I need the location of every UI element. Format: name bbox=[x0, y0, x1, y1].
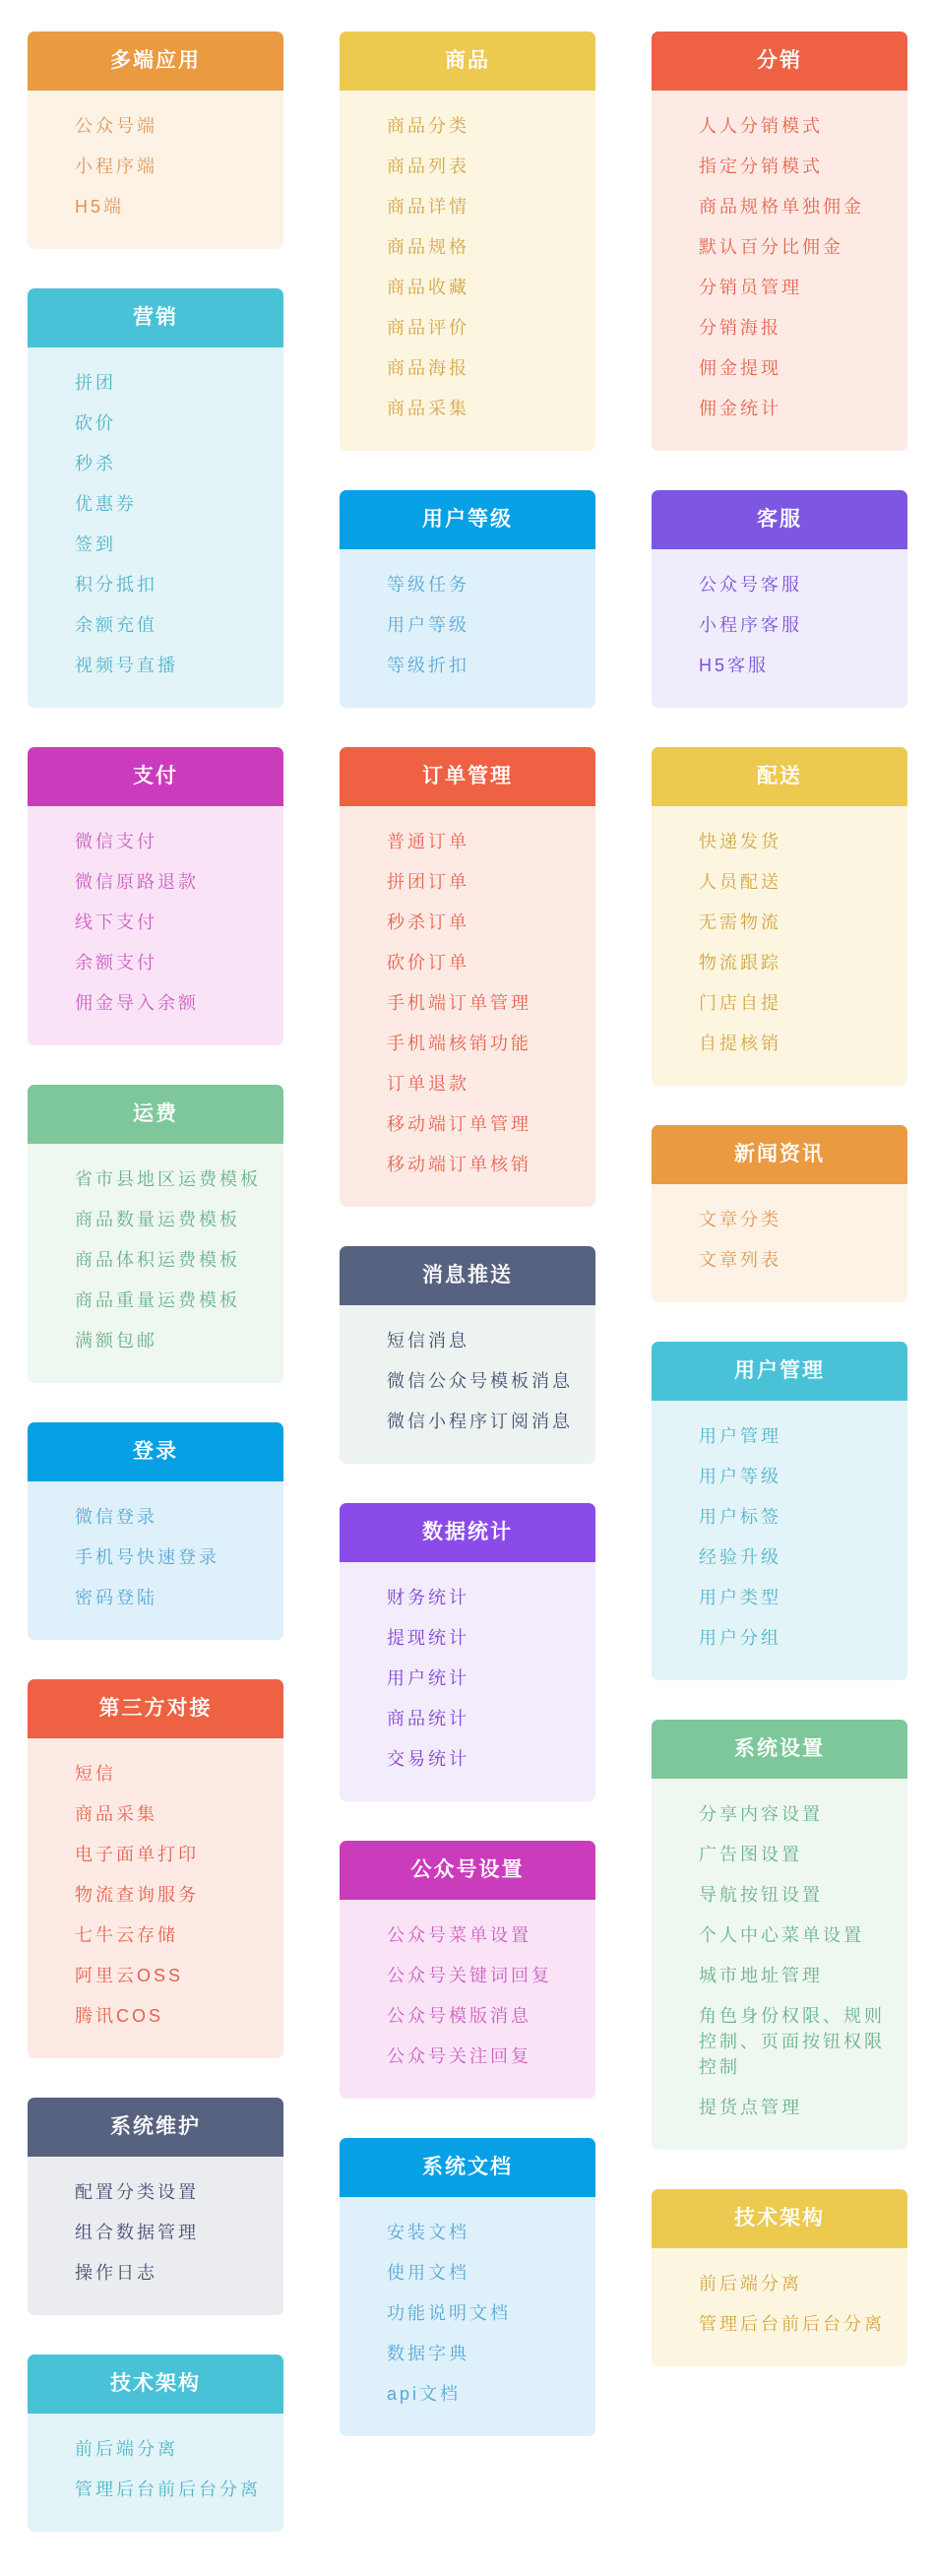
feature-item: 快递发货 bbox=[699, 832, 781, 851]
card-title: 多端应用 bbox=[28, 31, 283, 91]
feature-item: 人员配送 bbox=[699, 872, 781, 892]
feature-item: 秒杀订单 bbox=[387, 912, 469, 932]
card-title: 系统文档 bbox=[340, 2138, 595, 2197]
feature-item: 公众号端 bbox=[75, 116, 157, 136]
feature-item: 人人分销模式 bbox=[699, 116, 823, 136]
feature-item: 七牛云存储 bbox=[75, 1925, 178, 1945]
feature-item: 功能说明文档 bbox=[387, 2303, 511, 2323]
feature-card bbox=[28, 747, 283, 1045]
feature-item: 商品评价 bbox=[387, 318, 469, 338]
feature-item: 角色身份权限、规则控制、页面按钮权限控制 bbox=[699, 2006, 885, 2077]
feature-item: 余额支付 bbox=[75, 953, 157, 973]
feature-item: 微信登录 bbox=[75, 1507, 157, 1527]
feature-item: 优惠券 bbox=[75, 494, 137, 514]
card-title: 系统维护 bbox=[28, 2098, 283, 2157]
feature-item: 商品规格 bbox=[387, 237, 469, 257]
card-title: 分销 bbox=[652, 31, 907, 91]
feature-item: 默认百分比佣金 bbox=[699, 237, 843, 257]
feature-item: 小程序端 bbox=[75, 157, 157, 176]
feature-item: 文章列表 bbox=[699, 1250, 781, 1270]
feature-item: 前后端分离 bbox=[75, 2439, 178, 2459]
card-title: 订单管理 bbox=[340, 747, 595, 806]
feature-card bbox=[652, 1125, 907, 1302]
card-item-list bbox=[340, 549, 595, 708]
feature-item: 微信原路退款 bbox=[75, 872, 199, 892]
feature-item: 手机号快速登录 bbox=[75, 1547, 219, 1567]
card-item-list bbox=[340, 91, 595, 451]
feature-item: 短信 bbox=[75, 1764, 116, 1784]
feature-item: 佣金导入余额 bbox=[75, 993, 199, 1013]
card-item-list bbox=[28, 806, 283, 1045]
feature-item: 线下支付 bbox=[75, 912, 157, 932]
card-item-list bbox=[652, 91, 907, 451]
feature-item: 数据字典 bbox=[387, 2344, 469, 2363]
feature-item: 商品分类 bbox=[387, 116, 469, 136]
feature-item: 门店自提 bbox=[699, 993, 781, 1013]
feature-item: 前后端分离 bbox=[699, 2274, 802, 2293]
feature-item: 使用文档 bbox=[387, 2263, 469, 2283]
feature-card bbox=[340, 1246, 595, 1464]
feature-item: 商品详情 bbox=[387, 197, 469, 217]
feature-card bbox=[28, 2098, 283, 2315]
card-item-list bbox=[28, 1144, 283, 1383]
feature-item: H5端 bbox=[75, 197, 125, 217]
feature-item: 用户管理 bbox=[699, 1426, 781, 1446]
feature-item: H5客服 bbox=[699, 656, 770, 675]
feature-item: 微信支付 bbox=[75, 832, 157, 851]
feature-item: 操作日志 bbox=[75, 2263, 157, 2283]
card-title: 数据统计 bbox=[340, 1503, 595, 1562]
feature-card bbox=[340, 747, 595, 1207]
feature-item: 用户统计 bbox=[387, 1668, 469, 1688]
feature-item: 个人中心菜单设置 bbox=[699, 1925, 864, 1945]
feature-card bbox=[652, 747, 907, 1086]
feature-item: 管理后台前后台分离 bbox=[699, 2314, 885, 2334]
feature-column bbox=[652, 31, 907, 2366]
feature-item: 拼团订单 bbox=[387, 872, 469, 892]
feature-item: 阿里云OSS bbox=[75, 1966, 184, 1985]
feature-item: 分享内容设置 bbox=[699, 1804, 823, 1824]
feature-item: 佣金提现 bbox=[699, 358, 781, 378]
feature-item: 手机端订单管理 bbox=[387, 993, 531, 1013]
feature-item: 普通订单 bbox=[387, 832, 469, 851]
feature-card bbox=[28, 1422, 283, 1640]
feature-item: 商品统计 bbox=[387, 1709, 469, 1728]
feature-item: 拼团 bbox=[75, 373, 116, 393]
card-title: 商品 bbox=[340, 31, 595, 91]
feature-item: 商品收藏 bbox=[387, 278, 469, 297]
card-item-list bbox=[28, 91, 283, 249]
feature-card bbox=[28, 1085, 283, 1383]
card-title: 新闻资讯 bbox=[652, 1125, 907, 1184]
card-item-list bbox=[652, 2248, 907, 2366]
feature-item: 公众号关注回复 bbox=[387, 2046, 531, 2066]
feature-card bbox=[652, 2189, 907, 2366]
feature-item: 公众号客服 bbox=[699, 575, 802, 595]
card-title: 技术架构 bbox=[652, 2189, 907, 2248]
feature-item: 商品海报 bbox=[387, 358, 469, 378]
card-item-list bbox=[652, 1401, 907, 1680]
feature-item: 公众号菜单设置 bbox=[387, 1925, 531, 1945]
card-title: 客服 bbox=[652, 490, 907, 549]
feature-item: 公众号关键词回复 bbox=[387, 1966, 552, 1985]
feature-item: 商品采集 bbox=[387, 399, 469, 418]
feature-item: api文档 bbox=[387, 2384, 462, 2404]
feature-item: 交易统计 bbox=[387, 1749, 469, 1769]
feature-card bbox=[652, 1342, 907, 1680]
feature-item: 等级任务 bbox=[387, 575, 469, 595]
card-title: 用户管理 bbox=[652, 1342, 907, 1401]
feature-card bbox=[28, 31, 283, 249]
feature-item: 用户等级 bbox=[387, 615, 469, 635]
feature-item: 商品体积运费模板 bbox=[75, 1250, 240, 1270]
card-item-list bbox=[340, 2197, 595, 2436]
feature-item: 经验升级 bbox=[699, 1547, 781, 1567]
feature-item: 腾讯COS bbox=[75, 2006, 164, 2026]
feature-item: 管理后台前后台分离 bbox=[75, 2480, 261, 2499]
card-title: 运费 bbox=[28, 1085, 283, 1144]
card-title: 系统设置 bbox=[652, 1720, 907, 1779]
feature-item: 用户类型 bbox=[699, 1588, 781, 1607]
card-item-list bbox=[340, 1900, 595, 2099]
feature-item: 用户标签 bbox=[699, 1507, 781, 1527]
card-title: 第三方对接 bbox=[28, 1679, 283, 1738]
card-item-list bbox=[28, 1481, 283, 1640]
card-item-list bbox=[28, 347, 283, 708]
feature-item: 商品重量运费模板 bbox=[75, 1290, 240, 1310]
card-item-list bbox=[28, 2414, 283, 2532]
feature-card bbox=[652, 490, 907, 708]
feature-item: 用户等级 bbox=[699, 1467, 781, 1486]
feature-item: 订单退款 bbox=[387, 1074, 469, 1094]
card-item-list bbox=[652, 549, 907, 708]
feature-column bbox=[28, 31, 283, 2532]
card-item-list bbox=[652, 1779, 907, 2150]
feature-item: 省市县地区运费模板 bbox=[75, 1169, 261, 1189]
feature-card bbox=[340, 1841, 595, 2099]
feature-item: 佣金统计 bbox=[699, 399, 781, 418]
card-item-list bbox=[340, 806, 595, 1207]
feature-item: 移动端订单管理 bbox=[387, 1114, 531, 1134]
feature-item: 电子面单打印 bbox=[75, 1845, 199, 1864]
feature-item: 小程序客服 bbox=[699, 615, 802, 635]
feature-card bbox=[28, 1679, 283, 2058]
feature-card bbox=[652, 1720, 907, 2150]
feature-item: 秒杀 bbox=[75, 454, 116, 473]
feature-item: 满额包邮 bbox=[75, 1331, 157, 1351]
feature-card bbox=[652, 31, 907, 451]
card-title: 消息推送 bbox=[340, 1246, 595, 1305]
feature-item: 公众号模版消息 bbox=[387, 2006, 531, 2026]
feature-item: 积分抵扣 bbox=[75, 575, 157, 595]
feature-item: 财务统计 bbox=[387, 1588, 469, 1607]
card-title: 公众号设置 bbox=[340, 1841, 595, 1900]
feature-item: 签到 bbox=[75, 534, 116, 554]
card-title: 营销 bbox=[28, 288, 283, 347]
card-title: 技术架构 bbox=[28, 2355, 283, 2414]
feature-item: 物流跟踪 bbox=[699, 953, 781, 973]
feature-item: 短信消息 bbox=[387, 1331, 469, 1351]
feature-item: 自提核销 bbox=[699, 1034, 781, 1053]
feature-item: 商品采集 bbox=[75, 1804, 157, 1824]
feature-item: 分销海报 bbox=[699, 318, 781, 338]
feature-card bbox=[340, 2138, 595, 2436]
feature-item: 余额充值 bbox=[75, 615, 157, 635]
feature-item: 用户分组 bbox=[699, 1628, 781, 1648]
feature-item: 城市地址管理 bbox=[699, 1966, 823, 1985]
feature-item: 砍价 bbox=[75, 413, 116, 433]
card-title: 登录 bbox=[28, 1422, 283, 1481]
feature-item: 无需物流 bbox=[699, 912, 781, 932]
feature-item: 配置分类设置 bbox=[75, 2182, 199, 2202]
feature-column bbox=[340, 31, 595, 2436]
card-title: 用户等级 bbox=[340, 490, 595, 549]
feature-item: 商品规格单独佣金 bbox=[699, 197, 864, 217]
card-item-list bbox=[652, 1184, 907, 1302]
feature-card bbox=[28, 2355, 283, 2532]
feature-item: 文章分类 bbox=[699, 1210, 781, 1229]
feature-card bbox=[28, 288, 283, 708]
feature-item: 商品列表 bbox=[387, 157, 469, 176]
card-item-list bbox=[340, 1305, 595, 1464]
feature-item: 广告图设置 bbox=[699, 1845, 802, 1864]
feature-item: 微信小程序订阅消息 bbox=[387, 1412, 573, 1431]
feature-item: 密码登陆 bbox=[75, 1588, 157, 1607]
feature-item: 提货点管理 bbox=[699, 2098, 802, 2117]
card-item-list bbox=[28, 2157, 283, 2315]
feature-item: 组合数据管理 bbox=[75, 2223, 199, 2242]
feature-item: 安装文档 bbox=[387, 2223, 469, 2242]
card-item-list bbox=[652, 806, 907, 1086]
feature-item: 物流查询服务 bbox=[75, 1885, 199, 1905]
feature-item: 移动端订单核销 bbox=[387, 1155, 531, 1174]
feature-item: 分销员管理 bbox=[699, 278, 802, 297]
card-title: 支付 bbox=[28, 747, 283, 806]
card-item-list bbox=[340, 1562, 595, 1801]
card-item-list bbox=[28, 1738, 283, 2058]
card-title: 配送 bbox=[652, 747, 907, 806]
feature-item: 等级折扣 bbox=[387, 656, 469, 675]
feature-item: 导航按钮设置 bbox=[699, 1885, 823, 1905]
feature-item: 商品数量运费模板 bbox=[75, 1210, 240, 1229]
feature-item: 微信公众号模板消息 bbox=[387, 1371, 573, 1391]
feature-item: 指定分销模式 bbox=[699, 157, 823, 176]
feature-item: 手机端核销功能 bbox=[387, 1034, 531, 1053]
feature-item: 提现统计 bbox=[387, 1628, 469, 1648]
feature-item: 视频号直播 bbox=[75, 656, 178, 675]
feature-card bbox=[340, 490, 595, 708]
feature-card bbox=[340, 1503, 595, 1801]
feature-item: 砍价订单 bbox=[387, 953, 469, 973]
feature-card bbox=[340, 31, 595, 451]
